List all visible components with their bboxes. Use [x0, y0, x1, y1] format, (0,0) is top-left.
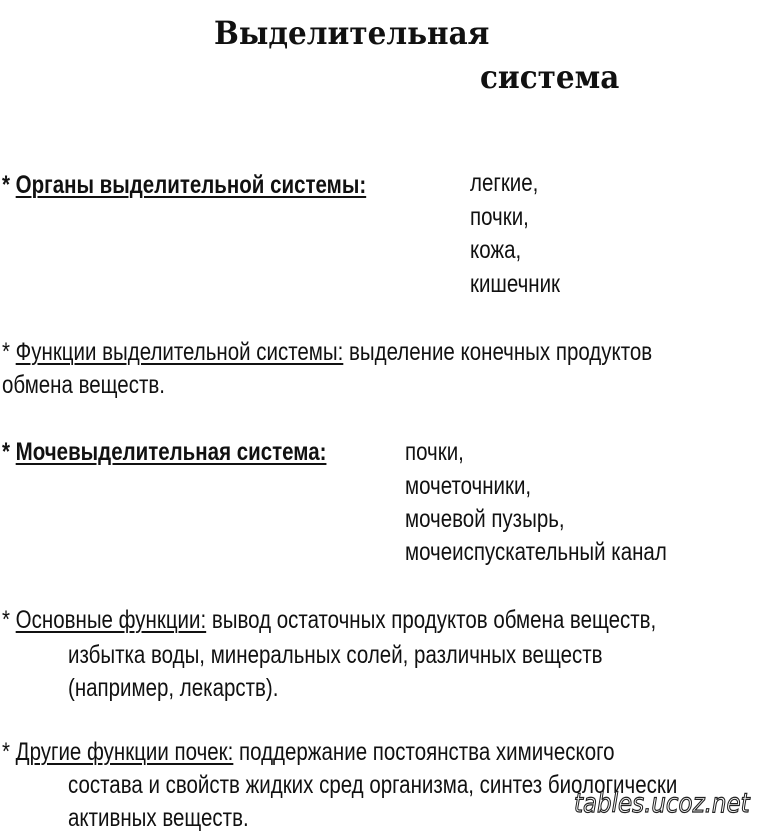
main-functions-line-2: избытка воды, минеральных солей, различных веществ [68, 641, 603, 669]
other-functions-line-2: состава и свойств жидких сред организма, синтез биологически [68, 771, 678, 799]
title-line-2: система [480, 58, 620, 96]
watermark: tables.ucoz.net [574, 788, 750, 819]
urinary-item: мочевой пузырь, [405, 505, 565, 533]
organ-item: легкие, [470, 169, 539, 197]
organ-item: кишечник [470, 270, 561, 298]
main-functions-line-1: * Основные функции: вывод остаточных продуктов обмена веществ, [2, 606, 657, 634]
urinary-heading: * Мочевыделительная система: [2, 438, 327, 466]
urinary-item: мочеточники, [405, 472, 532, 500]
functions-line-2: обмена веществ. [2, 371, 165, 399]
urinary-item: почки, [405, 438, 464, 466]
urinary-item: мочеиспускательный канал [405, 538, 667, 566]
other-functions-line-3: активных веществ. [68, 804, 249, 831]
organs-heading: * Органы выделительной системы: [2, 171, 367, 199]
title-line-1: Выделительная [214, 14, 490, 52]
functions-line-1: * Функции выделительной системы: выделение конечных продуктов [2, 338, 653, 366]
other-functions-line-1: * Другие функции почек: поддержание постоянства химического [2, 738, 615, 766]
organ-item: кожа, [470, 236, 522, 264]
main-functions-line-3: (например, лекарств). [68, 674, 279, 702]
organ-item: почки, [470, 203, 529, 231]
